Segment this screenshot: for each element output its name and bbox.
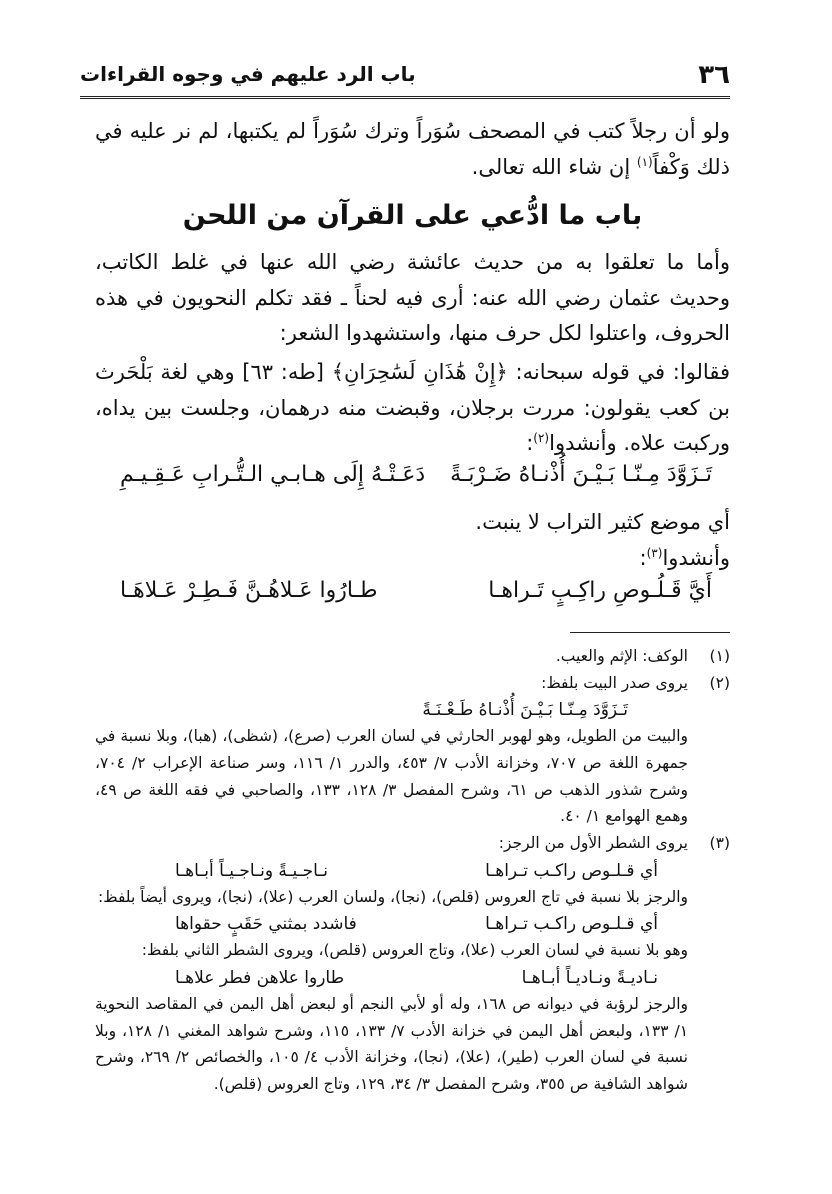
verse-2 xyxy=(120,578,712,618)
footnote-3-verse-1-first: أي قـلـوص راكـب تـراهـا xyxy=(485,860,658,881)
footnote-1 xyxy=(95,643,730,670)
footnote-ref-1[interactable]: (١) xyxy=(636,154,653,169)
footnote-3 xyxy=(95,830,730,857)
verse-2-first-hemistich: أَيَّ قَـلُـوصِ راكِـبٍ تَـراهـا xyxy=(488,578,712,603)
paragraph-2-tail: : xyxy=(526,431,534,456)
intro-tail: إن شاء الله تعالى. xyxy=(471,154,637,179)
footnote-1-number: (١) xyxy=(709,647,730,665)
running-title: باب الرد عليهم في وجوه القراءات xyxy=(80,62,416,86)
gloss-text: أي موضع كثير التراب لا ينبت. xyxy=(475,510,730,534)
paragraph-1 xyxy=(95,245,730,352)
intro-text: ولو أن رجلاً كتب في المصحف سُوَراً وترك سُوَراً لم يكتبها، لم نر عليه في ذلك وَكْفاً xyxy=(95,119,730,179)
paragraph-2-text: فقالوا: في قوله سبحانه: ﴿إِنْ هَٰذَانِ لَسَٰحِرَانِ﴾ [طه: ٦٣] وهي لغة بَلْحَرث بن كعب يقولون: مررت برجلان، وقبضت منه درهمان، وجلست بين يداه، وركبت علاه. وأنشدوا xyxy=(95,360,730,456)
anshadu-tail: : xyxy=(639,545,647,570)
verse-2-second-hemistich: طـارُوا عَـلاهُـنَّ فَـطِـرْ عَـلاهَـا xyxy=(120,578,378,603)
footnote-3-verse-2-first: أي قـلـوص راكـب تـراهـا xyxy=(485,914,658,935)
footnote-separator xyxy=(570,632,730,633)
footnotes xyxy=(95,643,730,1098)
footnote-3-verse-2-second: فاشدد بمثني حَقَبٍ حقواها xyxy=(175,914,357,935)
section-heading: باب ما ادُّعي على القرآن من اللحن xyxy=(182,200,643,231)
footnote-2-verse xyxy=(95,696,688,723)
footnote-1-text: الوكف: الإثم والعيب. xyxy=(555,647,688,665)
footnote-3-verse-3-first: نـاديـةً ونـاديـاً أبـاهـا xyxy=(521,967,658,988)
footnote-3-body-3: والرجز لرؤبة في ديوانه ص ١٦٨، وله أو لأبي النجم أو لبعض أهل اليمن في المقاصد النحوية ١/ ١٣٣، ولبعض أهل اليمن في خزانة الأدب ٧/ ١٣٣، ١١٥، وشرح شواهد المغني ١/ ١٢٨، وبلا نسبة في لسان العرب (طير)، (علا)، (نجا)، وخزانة الأدب ٤/ ١٠٥، والخصائص ٢/ ٢٦٩، وشرح شواهد الشافية ص ٣٥٥، وشرح المفصل ٣/ ٣٤، ١٢٩، وتاج العروس (قلص). xyxy=(95,994,689,1093)
verse-1-first-hemistich: تَـزَوَّدَ مِـنّـا بَـيْـنَ أُذْنـاهُ ضَـرْبَـةً xyxy=(450,462,712,487)
footnote-2-intro: يروى صدر البيت بلفظ: xyxy=(541,673,688,692)
footnote-2 xyxy=(95,670,730,697)
footnote-2-number: (٢) xyxy=(709,673,730,692)
anshadu-text: وأنشدوا xyxy=(662,545,730,570)
footnote-ref-3[interactable]: (٣) xyxy=(646,545,663,560)
paragraph-2 xyxy=(95,355,730,462)
paragraph-1-text: وأما ما تعلقوا به من حديث عائشة رضي الله عنها في غلط الكاتب، وحديث عثمان رضي الله عنه: أرى فيه لحناً ـ فقد تكلم النحويون في هذه الحروف، واعتلوا لكل حرف منها، واستشهدوا الشعر: xyxy=(95,250,730,346)
verse-1-second-hemistich: دَعَـتْـهُ إِلَى هـابـي الـتُّـرابِ عَـقِـيـمِ xyxy=(120,462,426,487)
footnote-3-verse-3 xyxy=(95,964,688,991)
intro-paragraph xyxy=(95,114,730,185)
footnote-ref-2[interactable]: (٢) xyxy=(533,431,550,446)
footnote-3-verse-3-second: طاروا علاهن فطر علاهـا xyxy=(175,967,345,988)
footnote-3-body-2: وهو بلا نسبة في لسان العرب (علا)، وتاج العروس (قلص)، ويروى الشطر الثاني بلفظ: xyxy=(141,941,688,960)
header-rule xyxy=(80,96,730,99)
gloss-paragraph xyxy=(95,505,730,576)
footnote-3-verse-1 xyxy=(95,857,688,884)
page-number: ٣٦ xyxy=(698,60,730,90)
footnote-3-intro: يروى الشطر الأول من الرجز: xyxy=(498,833,688,852)
footnote-3-verse-2 xyxy=(95,910,688,937)
footnote-2-body: والبيت من الطويل، وهو لهوبر الحارثي في لسان العرب (صرع)، (شظى)، (هبا)، وبلا نسبة في جمهرة اللغة ص ٧٠٧، وخزانة الأدب ٧/ ٤٥٣، والدرر ١/ ١١٦، وسر صناعة الإعراب ٢/ ٧٠٤، وشرح شذور الذهب ص ٦١، وشرح المفصل ٣/ ١٢٨، ١٣٣، والصاحبي في فقه اللغة ص ٤٩، وهمع الهوامع ١/ ٤٠. xyxy=(95,727,689,826)
footnote-3-body-1: والرجز بلا نسبة في تاج العروس (قلص)، (نجا)، ولسان العرب (علا)، (نجا)، ويروى أيضاً بلفظ: xyxy=(98,887,688,906)
verse-1 xyxy=(120,462,712,502)
page-header xyxy=(80,60,730,94)
footnote-3-verse-1-second: نـاجـيـةً ونـاجـيـاً أبـاهـا xyxy=(175,860,329,881)
footnote-3-number: (٣) xyxy=(709,833,730,852)
footnote-2-verse-hemistich: تَـزَوَّدَ مِـنّـا بَـيْـنَ أُذْنـاهُ طَـعْـنَـةً xyxy=(422,700,628,721)
